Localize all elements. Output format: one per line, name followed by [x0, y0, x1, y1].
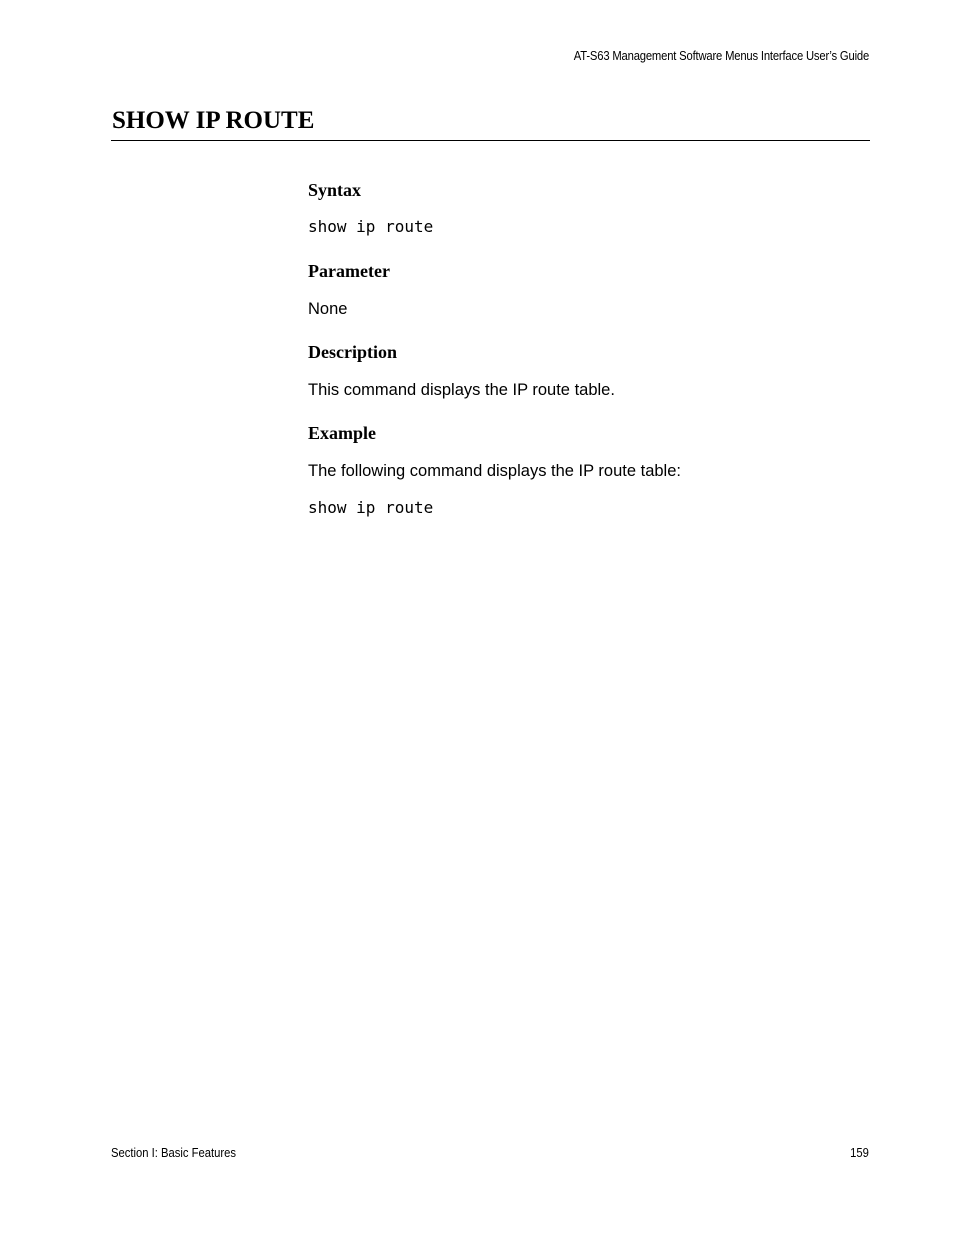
example-heading: Example	[308, 423, 377, 443]
description-text: This command displays the IP route table.	[308, 381, 615, 399]
syntax-code: show ip route	[308, 217, 434, 236]
syntax-heading: Syntax	[308, 180, 362, 200]
footer-section-label: Section I: Basic Features	[111, 1146, 237, 1160]
title-divider	[111, 140, 870, 141]
example-code: show ip route	[308, 498, 434, 517]
example-text: The following command displays the IP route table:	[308, 462, 681, 480]
description-heading: Description	[308, 342, 397, 362]
parameter-heading: Parameter	[308, 261, 390, 281]
page-title: SHOW IP ROUTE	[112, 107, 315, 134]
parameter-text: None	[308, 300, 348, 318]
footer-page-number: 159	[850, 1146, 869, 1160]
running-header: AT-S63 Management Software Menus Interface User’s Guide	[573, 49, 869, 63]
